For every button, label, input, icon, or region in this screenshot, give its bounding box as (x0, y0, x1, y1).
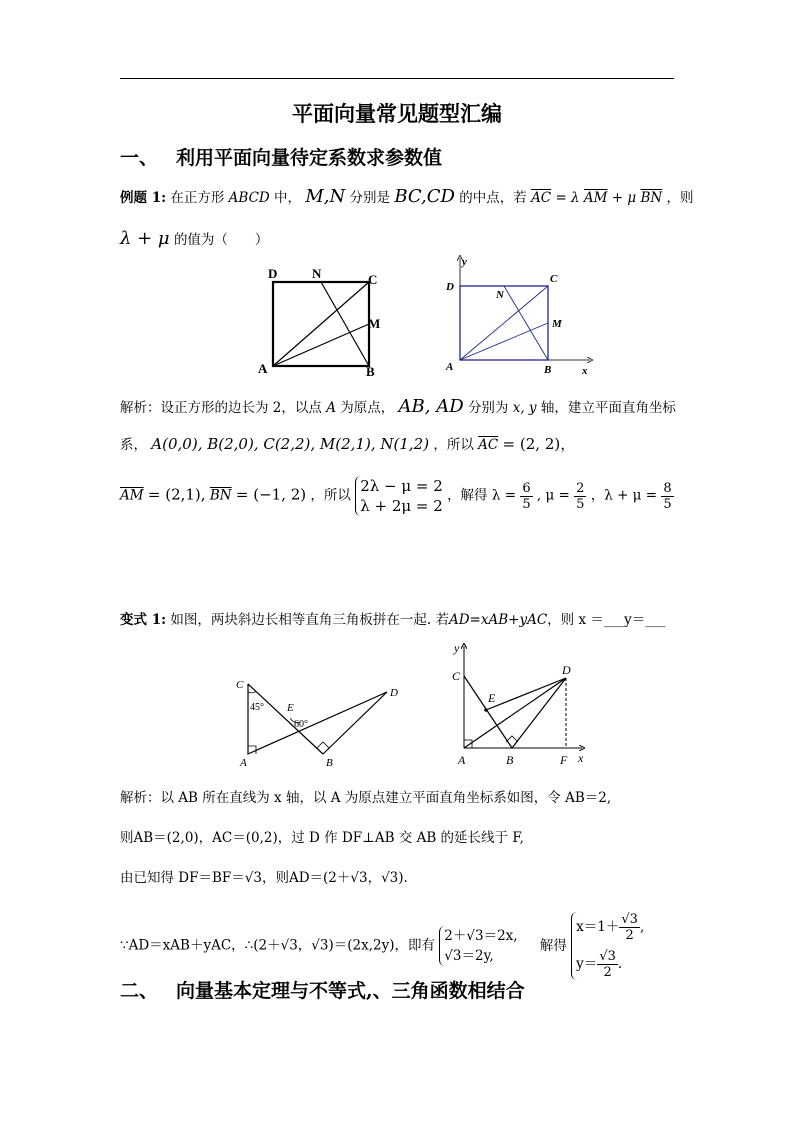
solution-1-text-d: 轴，建立平面直角坐标 (540, 400, 676, 416)
right-angle-b (317, 742, 329, 748)
solution-1-text-e: 系， (120, 437, 147, 453)
solution-1-text-f: ，所以 (433, 437, 474, 453)
label-n: N (312, 266, 322, 281)
system-row-1: 2λ − μ = 2 (360, 477, 443, 495)
x-fraction-denominator: 2 (625, 928, 634, 943)
example-1-line2 (120, 228, 268, 249)
y-fraction-denominator: 2 (603, 965, 612, 980)
figure-1a-square (258, 266, 393, 378)
segment-cb (248, 684, 323, 754)
example-1-line1 (120, 186, 694, 207)
mu-denominator: 5 (576, 496, 585, 512)
solution-2-line3: 由已知得 DF＝BF＝√3，则AD＝(2＋√3，√3). (120, 870, 408, 886)
solution-1-line1 (120, 396, 676, 417)
label-f: F (560, 753, 568, 767)
system-2-row-1: 2＋√3＝2x, (444, 928, 518, 944)
figure-2b-coordinate (444, 640, 592, 770)
mu-text: , μ = (536, 487, 570, 504)
sum-denominator: 5 (663, 496, 672, 512)
label-b: B (544, 364, 552, 376)
solution-1-line2 (120, 433, 575, 454)
variant-1-label: 变式 1: (120, 612, 167, 628)
section-1-number: 一、 (120, 147, 159, 169)
segment-bn (321, 282, 369, 366)
y-fraction (597, 949, 618, 980)
segment-cb (464, 676, 512, 748)
y-solution-suffix: . (617, 956, 623, 972)
vector-ac: $\overline{AC}$ (531, 190, 552, 206)
solution-2-solve: 解得 (539, 937, 567, 954)
label-c: C (452, 669, 461, 683)
label-n: N (496, 289, 504, 301)
vector-am: $\overline{AM}$ (120, 487, 144, 504)
section-2-number: 二、 (120, 980, 159, 1002)
label-c: C (236, 679, 244, 691)
solution-1-text-c: 分别为 (467, 400, 509, 416)
segment-ad (464, 678, 566, 748)
example-1-text-e: ，则 (666, 190, 694, 206)
lambda-fraction (520, 481, 532, 512)
label-a: A (446, 361, 454, 373)
lambda-plus-mu: λ + μ (120, 228, 170, 249)
mu-numerator: 2 (576, 480, 585, 496)
segment-ac (460, 286, 548, 360)
vector-ac: $\overline{AC}$ (478, 437, 499, 453)
segment-ac (273, 282, 369, 366)
example-1-text-c: 分别是 (349, 190, 391, 206)
example-1-text-b: 中， (274, 190, 302, 206)
example-1-label: 例题 1: (120, 190, 167, 206)
solution-1-text-a: 解析：设正方形的边长为 2，以点 (120, 400, 322, 416)
segment-am (273, 324, 369, 366)
y-fraction-numerator: √3 (599, 949, 616, 964)
points-mn: M,N (305, 186, 346, 207)
label-x: x (578, 751, 584, 765)
eq-lambda: = λ (555, 190, 580, 206)
label-a: A (240, 757, 247, 768)
label-45: 45° (250, 702, 264, 713)
page-title: 平面向量常见题型汇编 (292, 101, 502, 126)
section-1-heading: 利用平面向量待定系数求参数值 (176, 147, 443, 169)
variant-1-line (120, 608, 665, 628)
vector-am: $\overline{AM}$ (583, 190, 608, 206)
x-solution-suffix: , (639, 919, 645, 935)
example-1-text-a: 在正方形 (170, 190, 225, 206)
angle-arc-45 (248, 691, 256, 693)
eq-mu: + μ (611, 190, 637, 206)
variant-1-equation: AD=xAB+yAC (448, 612, 548, 628)
point-a: A (326, 400, 336, 416)
solution-2-line1: 解析：以 AB 所在直线为 x 轴，以 A 为原点建立平面直角坐标系如图，令 AB＝2, (120, 790, 612, 806)
label-c: C (550, 273, 558, 285)
example-1-question: 的值为（ ） (173, 232, 269, 248)
x-fraction-numerator: √3 (621, 912, 638, 927)
solution-1-text-b: 为原点， (340, 400, 395, 416)
vector-bn-value: = (−1, 2) (235, 485, 307, 504)
label-b: B (506, 753, 514, 767)
section-2-heading: 向量基本定理与不等式,、三角函数相结合 (176, 980, 525, 1002)
solution-2-line4 (120, 912, 644, 980)
segment-bd (323, 692, 387, 754)
figure-2a-triangles (232, 672, 404, 768)
label-a: A (458, 753, 466, 767)
header-rule (120, 78, 674, 79)
lambda-denominator: 5 (522, 496, 531, 512)
solution-2-line2: 则AB＝(2,0)，AC＝(0,2)，过 D 作 DF⊥AB 交 AB 的延长线于 F, (120, 830, 524, 846)
triangle-acd-sides (248, 684, 387, 754)
lambda-numerator: 6 (522, 480, 531, 496)
point-coordinates: A(0,0), B(2,0), C(2,2), M(2,1), N(1,2) (151, 435, 430, 453)
label-d: D (446, 281, 454, 293)
system-2-row-2: √3＝2y, (444, 948, 494, 964)
solution-1-line3 (120, 476, 674, 516)
x-fraction (619, 912, 640, 943)
label-e: E (287, 702, 294, 714)
system-row-2: λ + 2μ = 2 (360, 497, 443, 515)
solution-1-so: ，所以 (310, 487, 351, 504)
vector-bn: $\overline{BN}$ (209, 487, 232, 504)
label-60: 60° (294, 719, 308, 730)
label-m: M (368, 316, 381, 331)
example-1-text-d: 的中点，若 (459, 190, 527, 206)
variant-1-blanks: ，则 x ＝___y＝___ (547, 612, 666, 628)
mu-fraction (574, 481, 586, 512)
equation-system-1 (355, 476, 443, 516)
square-name: ABCD (228, 190, 270, 206)
label-x: x (582, 365, 588, 377)
y-solution-prefix: y＝ (576, 956, 598, 972)
label-d: D (268, 266, 278, 281)
label-y: y (454, 641, 460, 655)
label-e: E (488, 691, 496, 705)
solution-system (571, 912, 644, 980)
point-e (484, 708, 488, 712)
label-b: B (366, 364, 375, 378)
vector-am-value: = (2,1), (147, 485, 206, 504)
segments-bc-cd: BC,CD (394, 186, 455, 207)
figure-1b-coordinate (440, 252, 600, 378)
segment-am (460, 323, 548, 360)
label-d: D (390, 687, 398, 699)
sum-text: ，λ + μ = (590, 487, 658, 504)
sum-numerator: 8 (663, 480, 672, 496)
label-c: C (368, 272, 378, 287)
label-b: B (326, 757, 333, 768)
label-d: D (562, 663, 571, 677)
label-m: M (552, 318, 562, 330)
solution-2-equation: ∵AD＝xAB＋yAC，∴(2＋√3，√3)＝(2x,2y)，即有 (120, 937, 435, 954)
sum-fraction (661, 481, 673, 512)
axes-xy: x, y (512, 400, 537, 416)
equation-system-2 (439, 926, 517, 966)
label-y: y (462, 256, 467, 268)
vector-ac-value: = (2, 2)， (502, 435, 576, 453)
segments-ab-ad: AB, AD (398, 396, 464, 417)
solution-1-solve: ，解得 λ = (447, 487, 517, 504)
vector-bn: $\overline{BN}$ (640, 190, 663, 206)
segment-bn (504, 286, 548, 360)
label-a: A (258, 361, 268, 376)
variant-1-text: 如图，两块斜边长相等直角三角板拼在一起. 若 (170, 612, 449, 628)
x-solution-prefix: x＝1＋ (576, 919, 620, 935)
